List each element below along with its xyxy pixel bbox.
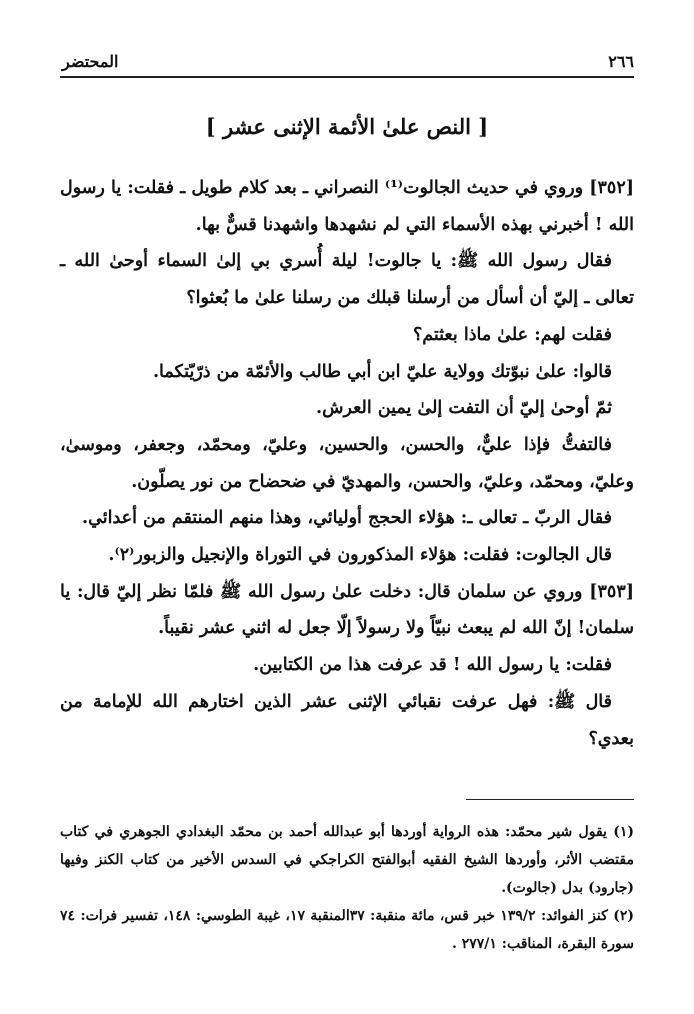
paragraph: قالوا: علىٰ نبوّتك وولاية عليّ ابن أبي طالب والأئمّة من ذرّيّتكما.	[152, 361, 612, 382]
section-title: [ النص علىٰ الأئمة الإثنى عشر ]	[205, 114, 489, 139]
footnotes	[60, 818, 634, 958]
main-text	[60, 170, 634, 757]
header-divider	[60, 76, 634, 78]
paragraph: قال ﷺ: فهل عرفت نقبائي الإثنى عشر الذين اختارهم الله للإمامة من بعدي؟	[60, 691, 634, 749]
running-header	[62, 48, 634, 74]
footnote-divider	[466, 799, 634, 800]
book-title: المحتضر	[62, 51, 119, 71]
paragraph: فالتفتُّ فإذا عليٌّ، والحسن، والحسين، وعليّ، ومحمّد، وجعفر، وموسىٰ، وعليّ، ومحمّد، وعليّ، والحسن، والمهديّ في ضحضاح من نور يصلّون.	[60, 434, 634, 492]
footnote-2: (٢) كنز الفوائد: ١٣٩/٢ خبر قس، مائة منقبة: ٣٧المنقبة ١٧، غيبة الطوسي: ١٤٨، تفسير فرات: ٧٤ سورة البقرة، المناقب: ٢٧٧/١ .	[60, 908, 634, 952]
paragraph: فقال الربّ ـ تعالى ـ: هؤلاء الحجج أوليائي، وهذا منهم المنتقم من أعدائي.	[82, 508, 612, 529]
paragraph-353-intro: [٣٥٣] وروي عن سلمان قال: دخلت علىٰ رسول الله ﷺ فلمّا نظر إليّ قال: يا سلمان! إنّ الله لم يبعث نبيّاً ولا رسولاً إلّا جعل له اثني عشر نقيباً.	[60, 581, 634, 639]
paragraph: فقال رسول الله ﷺ: يا جالوت! ليلة أُسري بي إلىٰ السماء أوحىٰ الله ـ تعالى ـ إليّ أن أسأل من أرسلنا قبلك من رسلنا علىٰ ما بُعثوا؟	[60, 251, 634, 309]
paragraph: ثمّ أوحىٰ إليّ أن التفت إلىٰ يمين العرش.	[315, 398, 612, 419]
paragraph: فقلت: يا رسول الله ! قد عرفت هذا من الكتابين.	[253, 655, 612, 676]
page-number: ٢٦٦	[608, 51, 634, 71]
footnote-1: (١) يقول شير محمّد: هذه الرواية أوردها أبو عبدالله أحمد بن محمّد البغدادي الجوهري في كتاب مقتضب الأثر، وأوردها الشيخ الفقيه أبوالفتح الكراجكي في السدس الأخير من كتاب الكنز وفيها (جارود) بدل (جالوت).	[60, 824, 634, 896]
paragraph: قال الجالوت: فقلت: هؤلاء المذكورون في التوراة والإنجيل والزبور⁽٢⁾.	[108, 545, 612, 566]
paragraph-352-intro: [٣٥٢] وروي في حديث الجالوت⁽¹⁾ النصراني ـ بعد كلام طويل ـ فقلت: يا رسول الله ! أخبرني بهذه الأسماء التي لم نشهدها واشهدنا قسٌّ بها.	[60, 178, 634, 235]
paragraph: فقلت لهم: علىٰ ماذا بعثتم؟	[412, 324, 612, 345]
